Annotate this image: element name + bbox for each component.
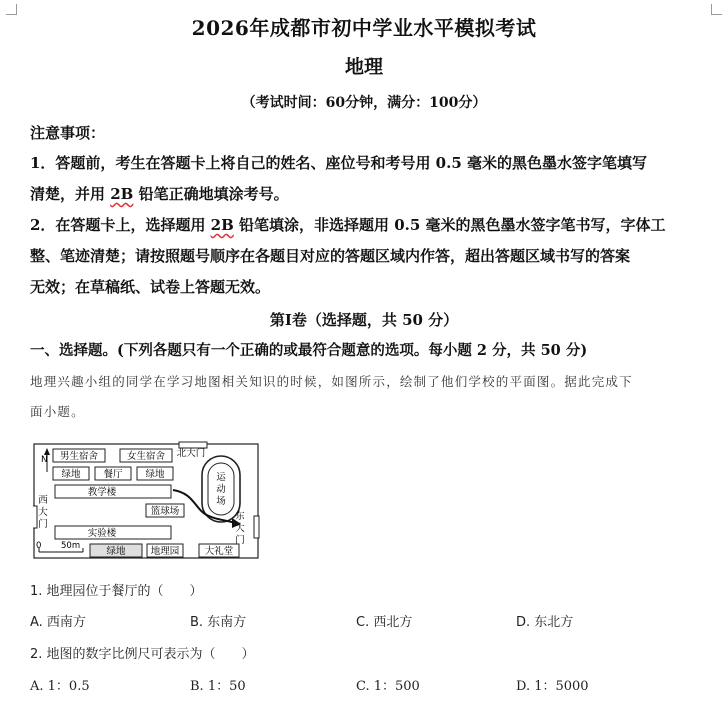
female-dorm <box>120 449 172 462</box>
canteen <box>95 467 131 480</box>
volume-title: 第Ⅰ卷（选择题，共 50 分） <box>269 311 459 329</box>
route-arrow <box>173 490 241 528</box>
female-dorm-label: 女生宿舍 <box>126 451 166 462</box>
note-text: 铅笔正确地填涂考号。 <box>133 185 289 203</box>
basketball-court-label: 篮球场 <box>150 506 180 517</box>
note-item-1-line-1: 1．答题前，考生在答题卡上将自己的姓名、座位号和考号用 0.5 毫米的黑色墨水签字笔填写 <box>30 154 647 172</box>
north-gate <box>177 442 207 459</box>
scale-length-label: 50m <box>61 541 81 551</box>
note-text: 2．在答题卡上，选择题用 <box>30 216 211 234</box>
question-1-option-a: A. 西南方 <box>30 615 86 630</box>
question-2-option-d: D. 1：5000 <box>516 679 589 694</box>
question-1-option-c: C. 西北方 <box>356 615 413 630</box>
east-gate <box>235 510 259 546</box>
geography-garden <box>147 544 183 557</box>
basketball-court <box>146 504 184 517</box>
track-label: 运 <box>216 472 226 483</box>
west-gate <box>33 495 48 530</box>
track-label: 场 <box>216 496 226 507</box>
exam-title: 2026年成都市初中学业水平模拟考试 <box>191 16 537 40</box>
green-area-1 <box>53 467 89 480</box>
green-area-2 <box>137 467 173 480</box>
lab-building <box>55 526 171 539</box>
scale-zero-label: 0 <box>36 541 42 551</box>
exam-info: （考试时间：60分钟，满分：100分） <box>241 95 487 111</box>
green-area-label: 绿地 <box>61 469 81 480</box>
passage-line-2: 面小题。 <box>30 404 85 419</box>
west-gate-label: 西 <box>38 495 48 506</box>
green-area-3 <box>90 544 142 557</box>
auditorium-label: 大礼堂 <box>204 546 234 557</box>
question-2-stem: 2. 地图的数字比例尺可表示为（ ） <box>30 647 255 662</box>
canteen-label: 餐厅 <box>103 469 123 480</box>
auditorium <box>199 544 239 557</box>
note-item-2-line-2: 整、笔迹清楚；请按照题号顺序在各题目对应的答题区域内作答，超出答题区域书写的答案 <box>30 247 631 265</box>
north-gate-label: 北大门 <box>176 448 206 459</box>
question-2-option-c: C. 1：500 <box>356 679 420 694</box>
male-dorm <box>53 449 105 462</box>
note-item-2-line-1 <box>30 214 666 235</box>
east-gate-label: 东 <box>235 511 245 522</box>
notes-heading: 注意事项： <box>30 124 106 142</box>
passage-line-1: 地理兴趣小组的同学在学习地图相关知识的时候，如图所示，绘制了他们学校的平面图。据此完成下 <box>30 374 633 389</box>
school-map <box>33 440 263 562</box>
geography-garden-label: 地理园 <box>150 546 180 557</box>
north-arrow <box>41 448 50 472</box>
green-area-label: 绿地 <box>106 546 126 557</box>
teaching-building <box>55 485 171 498</box>
male-dorm-label: 男生宿舍 <box>59 451 99 462</box>
west-gate-label: 大 <box>38 507 48 518</box>
pencil-type-2b: 2B <box>210 216 234 234</box>
pencil-type-2b: 2B <box>110 185 134 203</box>
note-text: 清楚，并用 <box>30 185 111 203</box>
east-gate-label: 门 <box>235 535 245 546</box>
north-label: N <box>41 455 48 465</box>
lab-building-label: 实验楼 <box>87 528 117 539</box>
scale-bar <box>36 541 83 552</box>
question-2-option-b: B. 1：50 <box>190 679 246 694</box>
track-label: 动 <box>216 484 226 495</box>
note-item-1-line-2 <box>30 183 289 204</box>
teaching-building-label: 教学楼 <box>87 487 117 498</box>
question-2-option-a: A. 1：0.5 <box>30 679 90 694</box>
question-1-option-d: D. 东北方 <box>516 615 574 630</box>
question-1-option-b: B. 东南方 <box>190 615 247 630</box>
east-gate-label: 大 <box>235 523 245 534</box>
part-title: 一、选择题。(下列各题只有一个正确的或最符合题意的选项。每小题 2 分，共 50 分) <box>30 342 588 359</box>
note-item-2-line-3: 无效；在草稿纸、试卷上答题无效。 <box>30 278 271 296</box>
green-area-label: 绿地 <box>145 469 165 480</box>
question-1-stem: 1. 地理园位于餐厅的（ ） <box>30 584 203 599</box>
subject-title: 地理 <box>344 56 383 78</box>
west-gate-label: 门 <box>38 519 48 530</box>
note-text: 铅笔填涂，非选择题用 0.5 毫米的黑色墨水签字笔书写，字体工 <box>233 216 666 234</box>
